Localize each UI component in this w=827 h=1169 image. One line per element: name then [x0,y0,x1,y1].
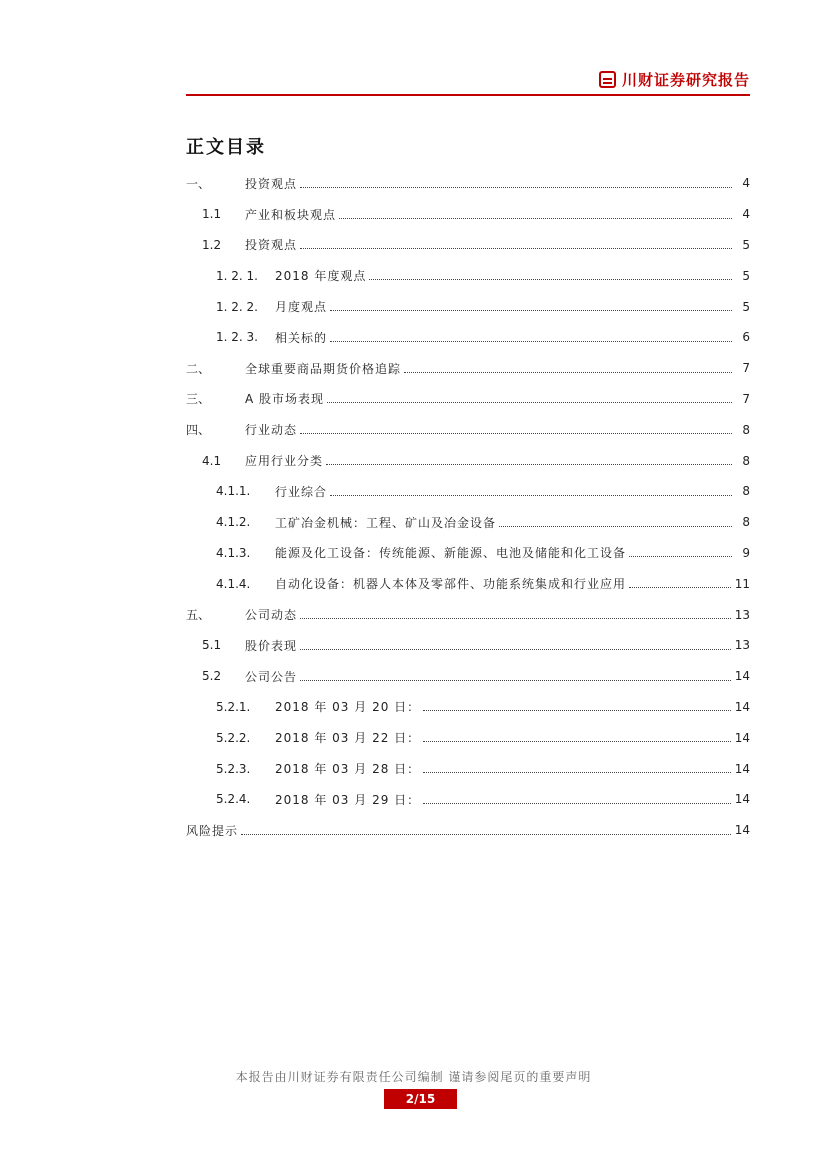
toc-entry-number: 4.1.1. [216,484,251,499]
toc-entry-page[interactable]: 14 [734,669,750,684]
toc-entry-label[interactable]: 相关标的 [275,330,328,345]
toc-entry[interactable] [186,445,750,476]
toc-entry-page[interactable]: 4 [742,207,750,222]
toc-dot-leader [404,372,732,373]
toc-entry-page[interactable]: 14 [734,792,750,807]
toc-entry-label[interactable]: 应用行业分类 [245,454,324,469]
toc-entry-page[interactable]: 14 [734,730,750,745]
footer-disclaimer: 本报告由川财证券有限责任公司编制 谨请参阅尾页的重要声明 [235,1070,592,1084]
toc-dot-leader [499,526,732,527]
brand [599,69,750,90]
toc-entry-number: 4.1.4. [216,576,251,591]
toc-entry-label[interactable]: A 股市场表现 [245,392,325,407]
page-number-badge: 2/15 [384,1089,457,1109]
toc-entry-label[interactable]: 行业动态 [245,423,298,438]
toc-entry-page[interactable]: 13 [734,638,750,653]
toc-entry-number: 三、 [186,392,211,407]
toc-entry-label[interactable]: 2018 年度观点 [275,269,367,284]
toc-entry-page[interactable]: 14 [734,699,750,714]
toc-entry[interactable] [186,168,750,199]
toc-entry[interactable] [186,322,750,353]
toc-dot-leader [300,649,731,650]
toc-entry-page[interactable]: 9 [742,545,750,560]
toc-dot-leader [423,741,731,742]
toc-entry-number: 一、 [186,176,211,191]
toc-dot-leader [339,218,732,219]
toc-dot-leader [629,587,731,588]
toc-entry-page[interactable]: 4 [742,176,750,191]
toc-entry[interactable] [186,815,750,846]
toc-entry-label[interactable]: 公司动态 [245,608,298,623]
toc-entry-number: 5.2.3. [216,761,251,776]
toc-entry-number: 4.1.3. [216,545,251,560]
toc-title: 正文目录 [186,137,266,158]
header-rule [186,94,750,96]
toc-entry-label[interactable]: 全球重要商品期货价格追踪 [245,361,402,376]
toc-dot-leader [300,433,732,434]
toc-entry-label[interactable]: 2018 年 03 月 29 日： [275,792,421,807]
toc-entry-page[interactable]: 6 [742,330,750,345]
toc-entry-number: 5.2.1. [216,699,251,714]
toc-entry[interactable] [186,661,750,692]
toc-entry-page[interactable]: 14 [734,761,750,776]
toc-dot-leader [330,310,732,311]
toc-entry-number: 5.2.4. [216,792,251,807]
toc-entry-number: 4.1.2. [216,515,251,530]
toc-entry[interactable] [186,230,750,261]
toc-entry[interactable] [186,384,750,415]
toc-entry-number: 1.2 [202,237,222,252]
toc-entry-label[interactable]: 产业和板块观点 [245,207,337,222]
toc-entry-label[interactable]: 行业综合 [275,484,328,499]
toc-entry-page[interactable]: 14 [734,823,750,838]
toc-entry[interactable] [186,353,750,384]
toc-entry-number: 二、 [186,361,211,376]
toc-entry-label[interactable]: 2018 年 03 月 22 日： [275,731,421,746]
page-header [186,62,750,96]
toc-entry[interactable] [186,414,750,445]
toc-entry-label[interactable]: 投资观点 [245,176,298,191]
toc-entry-number: 4.1 [202,453,222,468]
toc-dot-leader [327,402,732,403]
toc-entry-label[interactable]: 2018 年 03 月 28 日： [275,762,421,777]
toc-entry[interactable] [186,722,750,753]
toc-entry-label[interactable]: 能源及化工设备：传统能源、新能源、电池及储能和化工设备 [275,546,627,561]
toc-entry[interactable] [186,784,750,815]
toc-entry[interactable] [186,568,750,599]
toc-entry-number: 1. 2. 1. [216,268,258,283]
toc-entry[interactable] [186,199,750,230]
toc-entry-label[interactable]: 月度观点 [275,300,328,315]
toc-entry-page[interactable]: 8 [742,515,750,530]
toc-dot-leader [300,187,732,188]
toc-entry-number: 5.2.2. [216,730,251,745]
toc-entry-label[interactable]: 自动化设备：机器人本体及零部件、功能系统集成和行业应用 [275,577,627,592]
toc-dot-leader [300,680,731,681]
toc-entry-page[interactable]: 8 [742,484,750,499]
toc-entry-label[interactable]: 股价表现 [245,638,298,653]
table-of-contents [186,168,750,846]
toc-dot-leader [241,834,731,835]
toc-entry-number: 五、 [186,608,211,623]
toc-entry[interactable] [186,291,750,322]
toc-entry-page[interactable]: 11 [734,576,750,591]
toc-entry-page[interactable]: 5 [742,268,750,283]
toc-entry[interactable] [186,599,750,630]
toc-entry-label[interactable]: 投资观点 [245,238,298,253]
toc-dot-leader [629,556,732,557]
toc-entry[interactable] [186,630,750,661]
toc-entry-number: 5.2 [202,669,222,684]
toc-dot-leader [330,495,732,496]
toc-entry[interactable] [186,260,750,291]
toc-entry-label[interactable]: 公司公告 [245,669,298,684]
toc-dot-leader [369,279,732,280]
toc-entry-number: 1. 2. 3. [216,330,258,345]
toc-entry-page[interactable]: 7 [742,391,750,406]
toc-entry[interactable] [186,538,750,569]
toc-entry-label[interactable]: 工矿冶金机械：工程、矿山及冶金设备 [275,515,497,530]
toc-dot-leader [330,341,732,342]
bank-logo-icon [599,71,616,88]
toc-entry-page[interactable]: 5 [742,237,750,252]
toc-dot-leader [423,710,731,711]
toc-entry-number: 四、 [186,423,211,438]
toc-dot-leader [300,248,732,249]
toc-entry-page[interactable]: 8 [742,453,750,468]
toc-entry-number: 1.1 [202,207,222,222]
toc-entry[interactable] [186,507,750,538]
toc-entry-label[interactable]: 风险提示 [186,823,239,838]
brand-name: 川财证券研究报告 [621,71,750,89]
toc-entry[interactable] [186,476,750,507]
toc-dot-leader [326,464,732,465]
toc-entry-page[interactable]: 8 [742,422,750,437]
toc-entry-page[interactable]: 5 [742,299,750,314]
toc-entry-number: 1. 2. 2. [216,299,258,314]
toc-entry-label[interactable]: 2018 年 03 月 20 日： [275,700,421,715]
toc-entry-number: 5.1 [202,638,222,653]
toc-entry[interactable] [186,753,750,784]
toc-dot-leader [300,618,731,619]
toc-dot-leader [423,803,731,804]
toc-dot-leader [423,772,731,773]
toc-entry-page[interactable]: 13 [734,607,750,622]
toc-entry-page[interactable]: 7 [742,361,750,376]
toc-entry[interactable] [186,692,750,723]
